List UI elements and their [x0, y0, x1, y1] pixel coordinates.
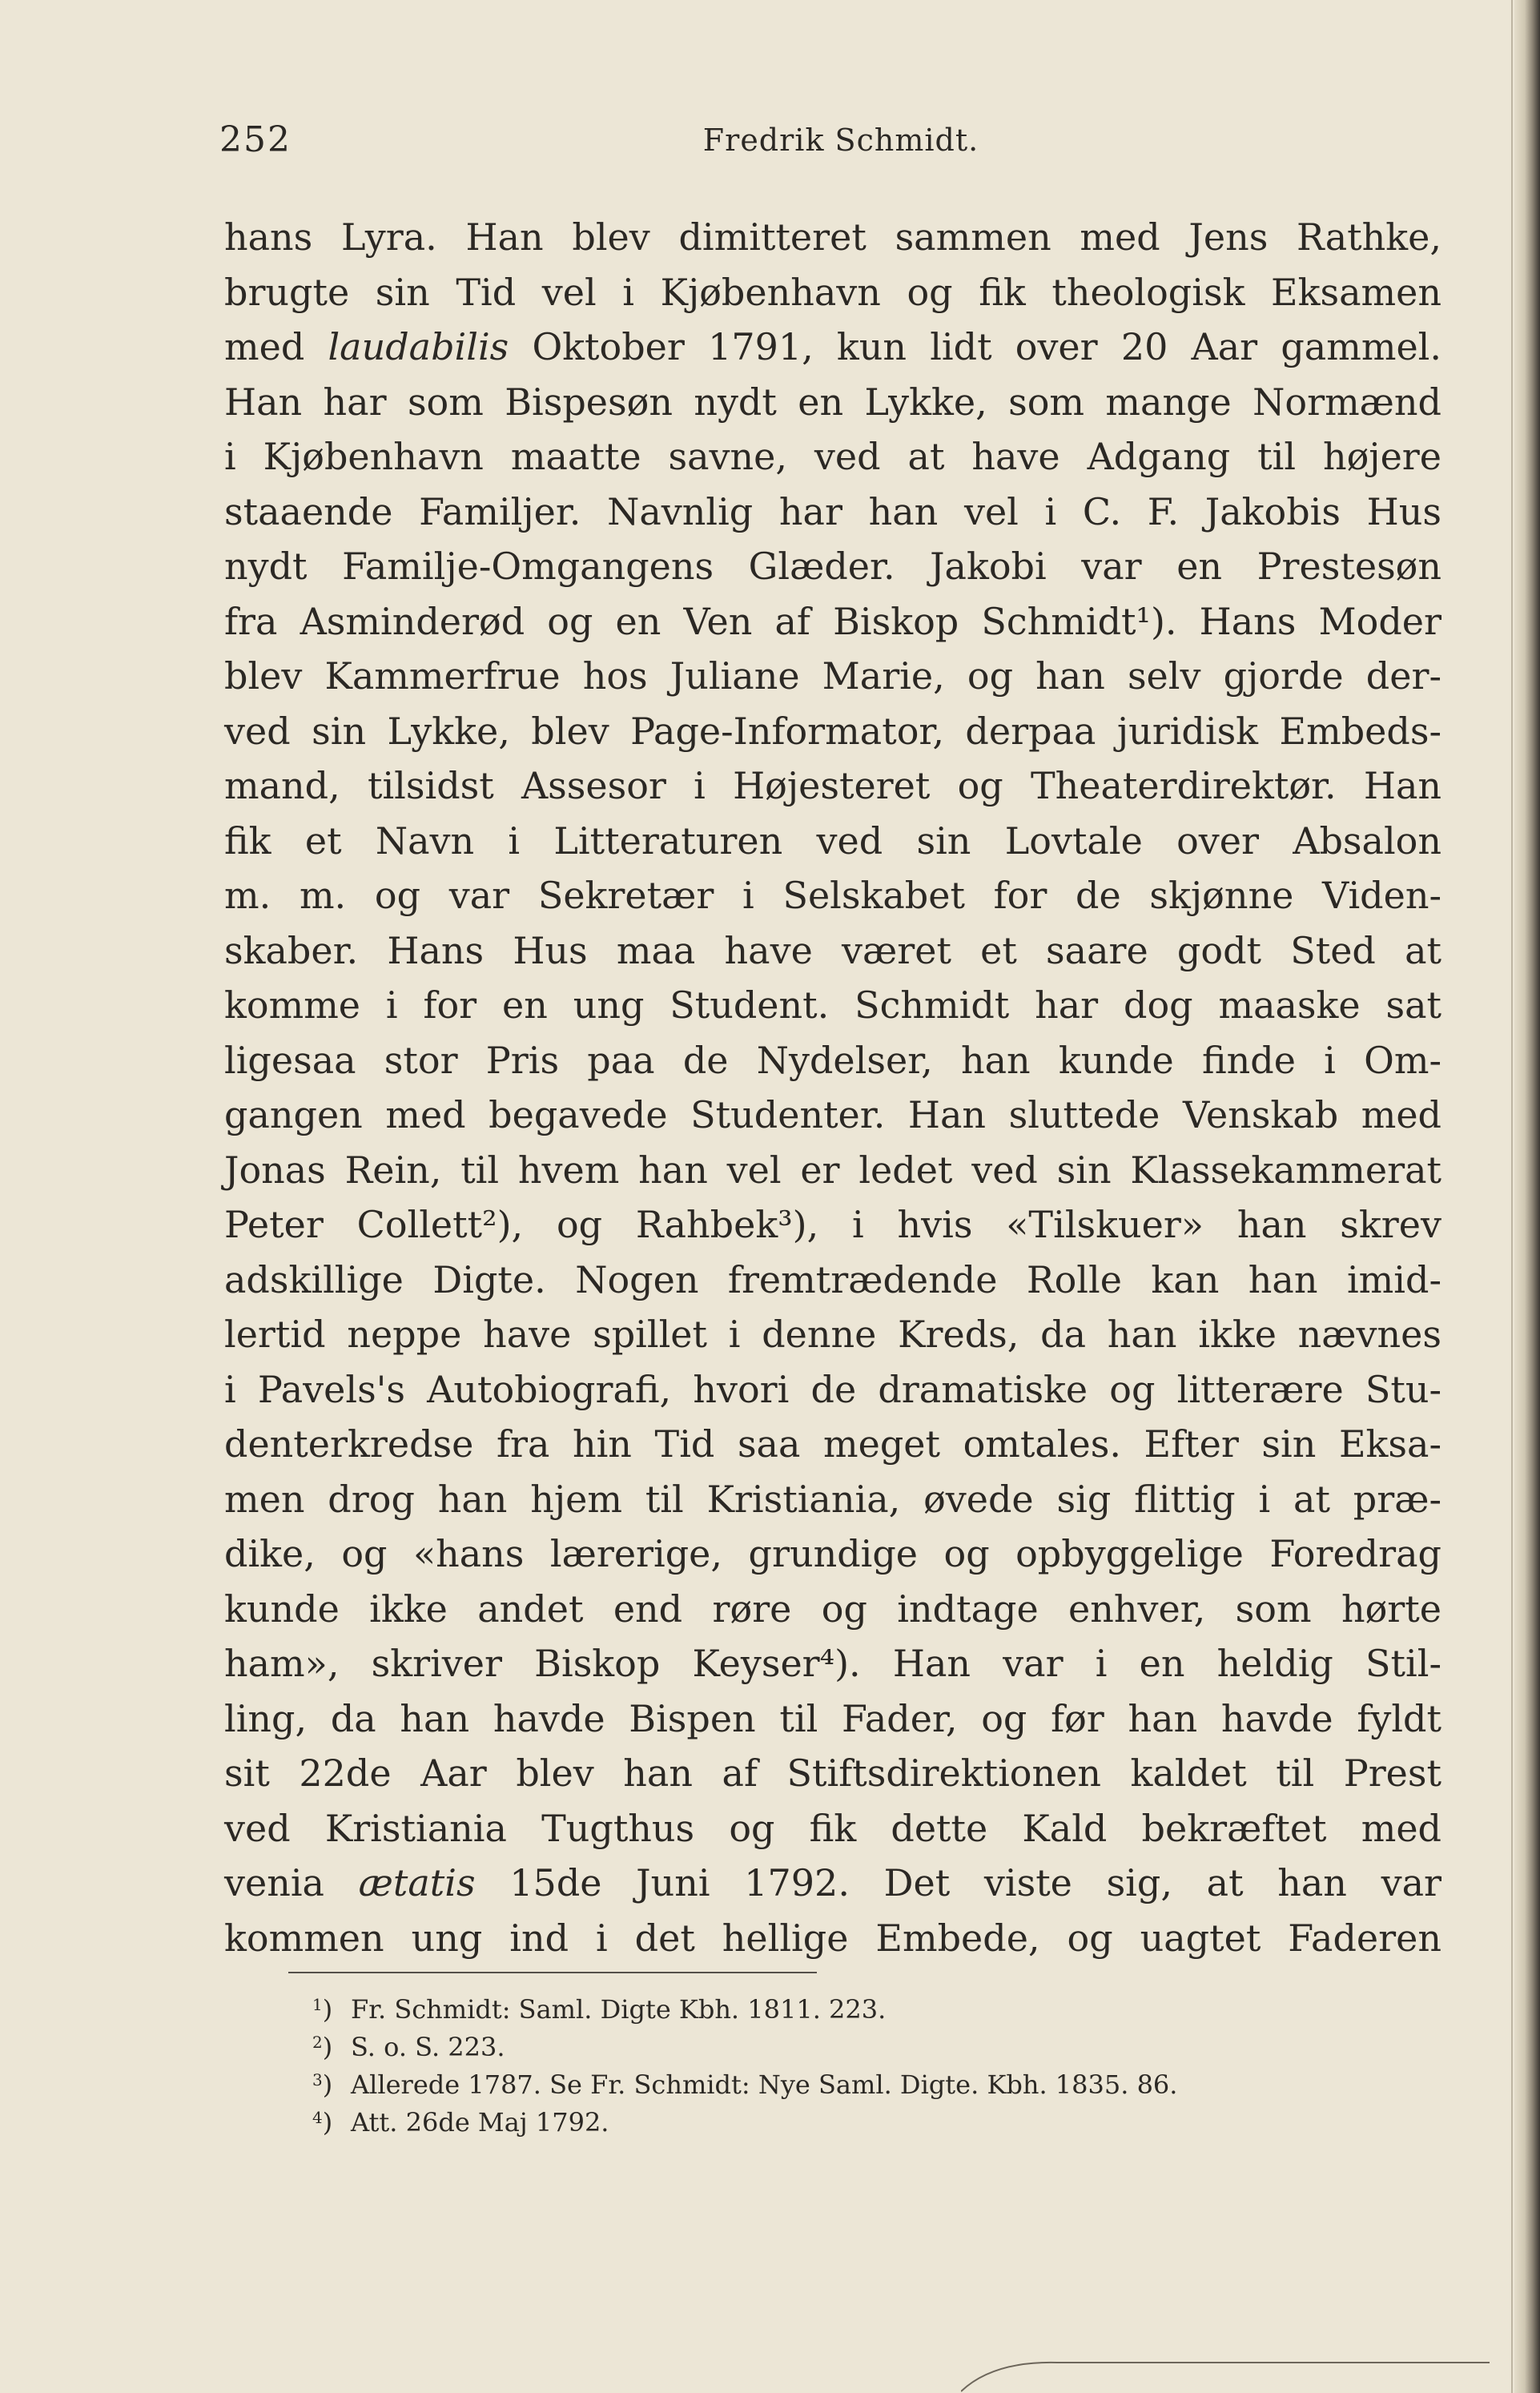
text-line: ved sin Lykke, blev Page-Informator, derpaa juridisk Embeds- [224, 709, 1441, 753]
footnote-text: Fr. Schmidt: Saml. Digte Kbh. 1811. 223. [351, 1994, 887, 2025]
text-line: staaende Familjer. Navnlig har han vel i C. F. Jakobis Hus [224, 489, 1441, 533]
running-title: Fredrik Schmidt. [702, 123, 979, 158]
text-line: ved Kristiania Tugthus og fik dette Kald bekræftet med [224, 1806, 1441, 1850]
text-line: venia ætatis 15de Juni 1792. Det viste sig, at han var [224, 1861, 1441, 1904]
text-line: blev Kammerfrue hos Juliane Marie, og han selv gjorde der- [224, 654, 1441, 698]
text-line: kommen ung ind i det hellige Embede, og uagtet Faderen [224, 1916, 1441, 1960]
text-line: m. m. og var Sekretær i Selskabet for de skjønne Viden- [224, 874, 1441, 917]
text-line: skaber. Hans Hus maa have været et saare godt Sted at [224, 928, 1441, 972]
footnote [312, 2061, 1433, 2099]
text-line: fra Asminderød og en Ven af Biskop Schmidt¹). Hans Moder [224, 599, 1441, 643]
text-line: komme i for en ung Student. Schmidt har dog maaske sat [224, 983, 1441, 1027]
text-line: gangen med begavede Studenter. Han sluttede Venskab med [224, 1093, 1441, 1136]
footnote-mark: $^3$) [312, 2069, 333, 2100]
text-line: i Kjøbenhavn maatte savne, ved at have Adgang til højere [224, 435, 1441, 478]
text-line: lertid neppe have spillet i denne Kreds, da han ikke nævnes [224, 1313, 1441, 1356]
text-line: men drog han hjem til Kristiania, øvede sig flittig i at præ- [224, 1477, 1441, 1521]
footnote-mark: $^4$) [312, 2107, 333, 2138]
body-text [224, 210, 1441, 1965]
footnote-mark: $^1$) [312, 1994, 333, 2025]
footnote [312, 2024, 1433, 2061]
footnote-text: Att. 26de Maj 1792. [351, 2107, 609, 2138]
footnote [312, 2099, 1433, 2137]
text-line: hans Lyra. Han blev dimitteret sammen med Jens Rathke, [224, 215, 1441, 259]
text-line: ligesaa stor Pris paa de Nydelser, han kunde finde i Om- [224, 1038, 1441, 1082]
page-edge-shadow [1514, 0, 1540, 2393]
text-line: nydt Familje-Omgangens Glæder. Jakobi var en Prestesøn [224, 545, 1441, 588]
footnote-rule [288, 1972, 817, 1973]
text-line: med laudabilis Oktober 1791, kun lidt over 20 Aar gammel. [224, 325, 1441, 368]
footnote-text: Allerede 1787. Se Fr. Schmidt: Nye Saml. Digte. Kbh. 1835. 86. [351, 2069, 1178, 2100]
italic-term: ætatis [358, 1861, 476, 1904]
page-number: 252 [219, 119, 292, 160]
text-line: kunde ikke andet end røre og indtage enhver, som hørte [224, 1587, 1441, 1631]
text-line: dike, og «hans lærerige, grundige og opbyggelige Foredrag [224, 1532, 1441, 1575]
italic-term: laudabilis [328, 325, 509, 368]
footnote-mark: $^2$) [312, 2032, 333, 2062]
text-line: i Pavels's Autobiografi, hvori de dramatiske og litterære Stu- [224, 1367, 1441, 1411]
text-line: Han har som Bispesøn nydt en Lykke, som mange Normænd [224, 380, 1441, 424]
text-line: fik et Navn i Litteraturen ved sin Lovtale over Absalon [224, 818, 1441, 863]
page-curl-decoration [961, 2345, 1506, 2393]
running-head [216, 112, 1466, 168]
text-line: brugte sin Tid vel i Kjøbenhavn og fik theologisk Eksamen [224, 270, 1441, 314]
text-line: Jonas Rein, til hvem han vel er ledet ved sin Klassekammerat [224, 1148, 1441, 1192]
text-line: Peter Collett²), og Rahbek³), i hvis «Tilskuer» han skrev [224, 1203, 1441, 1246]
text-line: ling, da han havde Bispen til Fader, og før han havde fyldt [224, 1696, 1441, 1740]
page-edge-line [1511, 0, 1513, 2393]
text-line: adskillige Digte. Nogen fremtrædende Rolle kan han imid- [224, 1257, 1441, 1301]
text-line: mand, tilsidst Assesor i Højesteret og Theaterdirektør. Han [224, 764, 1441, 807]
footnotes [312, 1986, 1433, 2137]
text-line: ham», skriver Biskop Keyser⁴). Han var i en heldig Stil- [224, 1642, 1441, 1685]
footnote-text: S. o. S. 223. [351, 2032, 505, 2062]
text-line: denterkredse fra hin Tid saa meget omtales. Efter sin Eksa- [224, 1422, 1441, 1466]
text-line: sit 22de Aar blev han af Stiftsdirektionen kaldet til Prest [224, 1752, 1441, 1795]
footnote [312, 1986, 1433, 2024]
